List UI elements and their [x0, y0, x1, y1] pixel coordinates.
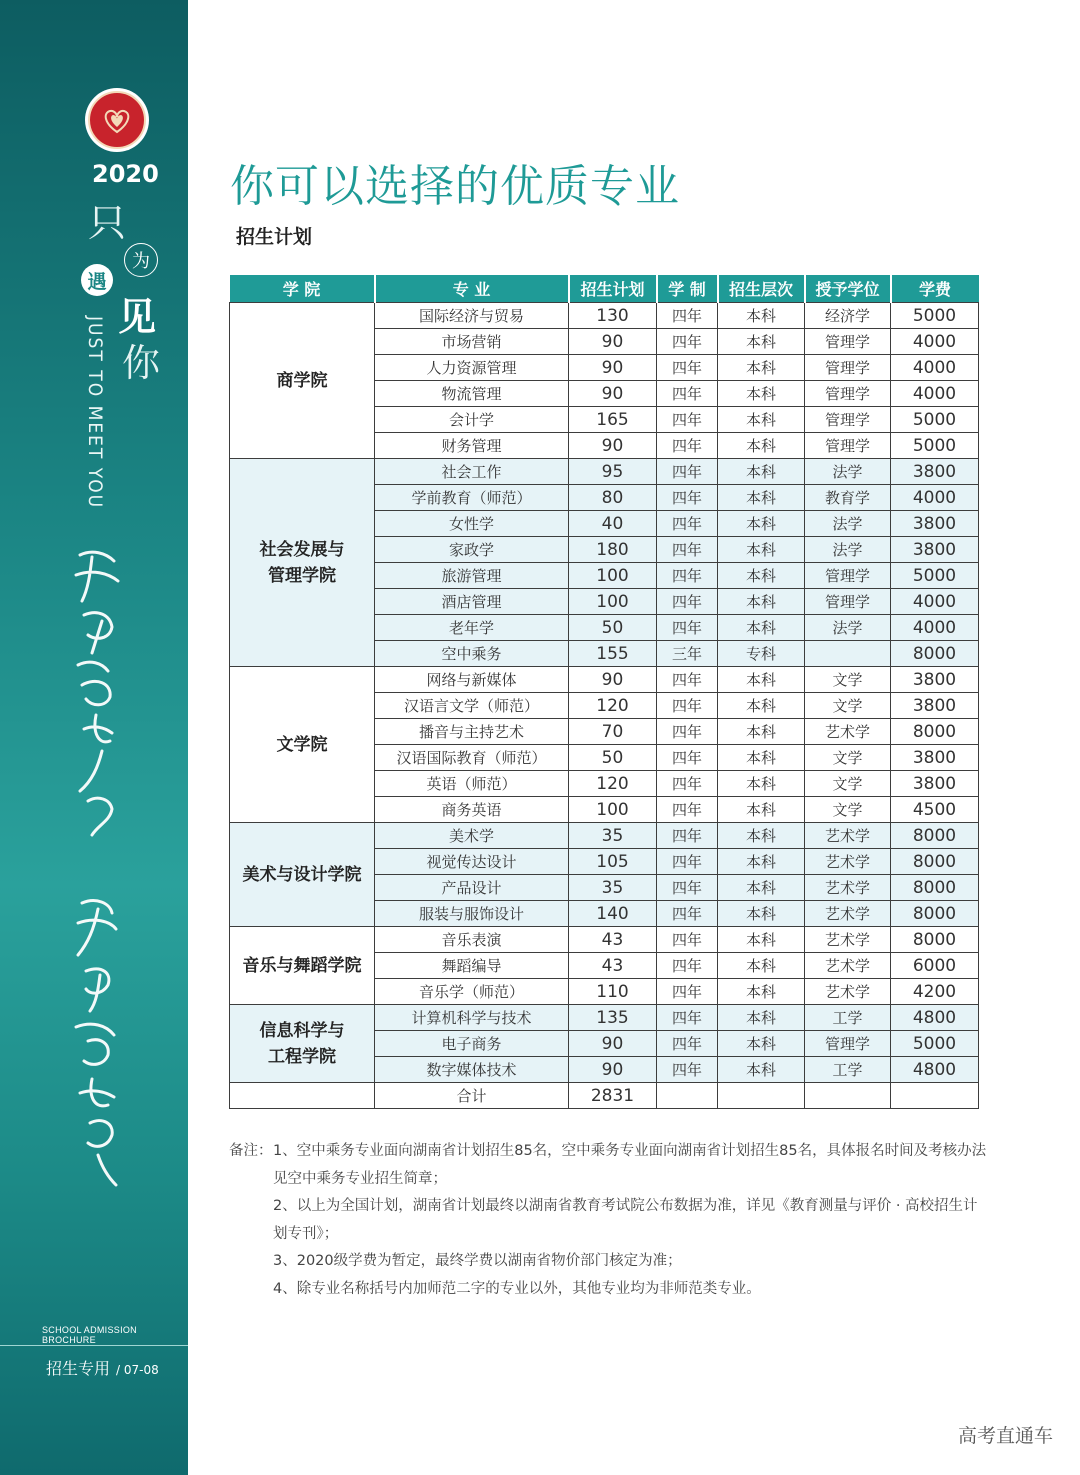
- major-cell: 空中乘务: [375, 641, 569, 667]
- college-name-line: 工程学院: [268, 1046, 336, 1067]
- quota-cell: 105: [569, 849, 657, 875]
- duration-cell: 四年: [657, 849, 718, 875]
- quota-cell: 35: [569, 875, 657, 901]
- table-row: [230, 667, 979, 693]
- college-cell: [230, 667, 375, 823]
- slogan-char-2: 为: [132, 251, 150, 272]
- slogan-english-vertical: JUST TO MEET YOU: [84, 316, 106, 510]
- degree-cell: 文学: [805, 771, 891, 797]
- duration-cell: 四年: [657, 1057, 718, 1083]
- quota-cell: 100: [569, 797, 657, 823]
- watermark-text: 高考直通车: [957, 1425, 1053, 1447]
- level-cell: 本科: [718, 693, 805, 719]
- tuition-cell: 3800: [891, 537, 979, 563]
- header-quota: 招生计划: [569, 275, 657, 303]
- level-cell: 本科: [718, 303, 805, 329]
- major-cell: 旅游管理: [375, 563, 569, 589]
- college-cell: [230, 303, 375, 459]
- quota-cell: 120: [569, 693, 657, 719]
- quota-cell: 140: [569, 901, 657, 927]
- degree-cell: 法学: [805, 511, 891, 537]
- major-cell: 视觉传达设计: [375, 849, 569, 875]
- duration-cell: 四年: [657, 355, 718, 381]
- note-number: 1、: [273, 1143, 297, 1159]
- tuition-cell: 4800: [891, 1005, 979, 1031]
- major-cell: 社会工作: [375, 459, 569, 485]
- table-row: [230, 303, 979, 329]
- tuition-cell: 3800: [891, 459, 979, 485]
- quota-cell: 35: [569, 823, 657, 849]
- level-cell: 本科: [718, 771, 805, 797]
- major-cell: 家政学: [375, 537, 569, 563]
- level-cell: 本科: [718, 901, 805, 927]
- degree-cell: 艺术学: [805, 823, 891, 849]
- duration-cell: 四年: [657, 433, 718, 459]
- quota-cell: 90: [569, 355, 657, 381]
- table-header-row: [230, 275, 979, 303]
- college-cell: [230, 823, 375, 927]
- duration-cell: 四年: [657, 979, 718, 1005]
- degree-cell: [805, 641, 891, 667]
- major-cell: 网络与新媒体: [375, 667, 569, 693]
- table-row: [230, 1005, 979, 1031]
- college-cell: [230, 927, 375, 1005]
- level-cell: 本科: [718, 979, 805, 1005]
- degree-cell: 管理学: [805, 355, 891, 381]
- major-cell: 汉语言文学（师范）: [375, 693, 569, 719]
- degree-cell: 经济学: [805, 303, 891, 329]
- major-cell: 人力资源管理: [375, 355, 569, 381]
- total-label: 合计: [375, 1083, 569, 1109]
- level-cell: 本科: [718, 537, 805, 563]
- level-cell: 本科: [718, 953, 805, 979]
- duration-cell: 四年: [657, 407, 718, 433]
- college-name-line: 商学院: [276, 370, 328, 391]
- major-cell: 美术学: [375, 823, 569, 849]
- header-level: 招生层次: [718, 275, 805, 303]
- tuition-cell: 4200: [891, 979, 979, 1005]
- quota-cell: 180: [569, 537, 657, 563]
- major-cell: 音乐表演: [375, 927, 569, 953]
- duration-cell: 四年: [657, 667, 718, 693]
- duration-cell: 四年: [657, 615, 718, 641]
- degree-cell: 艺术学: [805, 953, 891, 979]
- degree-cell: 管理学: [805, 381, 891, 407]
- major-cell: 酒店管理: [375, 589, 569, 615]
- college-name-line: 信息科学与: [259, 1020, 345, 1041]
- tuition-cell: 4500: [891, 797, 979, 823]
- note-text: 空中乘务专业面向湖南省计划招生85名，空中乘务专业面向湖南省计划招生85名，具体报名时间及考核办法见空中乘务专业招生简章；: [273, 1143, 987, 1187]
- quota-cell: 100: [569, 589, 657, 615]
- major-cell: 音乐学（师范）: [375, 979, 569, 1005]
- tuition-cell: 5000: [891, 433, 979, 459]
- degree-cell: 艺术学: [805, 875, 891, 901]
- duration-cell: 四年: [657, 485, 718, 511]
- duration-cell: 四年: [657, 745, 718, 771]
- duration-cell: 四年: [657, 797, 718, 823]
- note-number: 3、: [273, 1253, 297, 1269]
- tuition-cell: 3800: [891, 745, 979, 771]
- note-text: 以上为全国计划，湖南省计划最终以湖南省教育考试院公布数据为准，详见《教育测量与评价 · 高校招生计划专刊》；: [273, 1198, 978, 1242]
- degree-cell: 法学: [805, 537, 891, 563]
- quota-cell: 165: [569, 407, 657, 433]
- note-number: 4、: [273, 1280, 297, 1297]
- enrollment-plan-table: [229, 275, 979, 1109]
- year-label: 2020: [92, 160, 159, 188]
- tuition-cell: 3800: [891, 693, 979, 719]
- level-cell: 本科: [718, 797, 805, 823]
- major-cell: 英语（师范）: [375, 771, 569, 797]
- degree-cell: 管理学: [805, 407, 891, 433]
- tuition-cell: 8000: [891, 719, 979, 745]
- quota-cell: 135: [569, 1005, 657, 1031]
- page-title: 你可以选择的优质专业: [230, 161, 680, 212]
- sidebar: [0, 0, 188, 1475]
- level-cell: 专科: [718, 641, 805, 667]
- total-empty-cell: [805, 1083, 891, 1109]
- header-tuition: 学费: [891, 275, 979, 303]
- degree-cell: 管理学: [805, 433, 891, 459]
- level-cell: 本科: [718, 459, 805, 485]
- degree-cell: 艺术学: [805, 979, 891, 1005]
- tuition-cell: 4000: [891, 329, 979, 355]
- total-empty-cell: [718, 1083, 805, 1109]
- quota-cell: 95: [569, 459, 657, 485]
- degree-cell: 文学: [805, 667, 891, 693]
- level-cell: 本科: [718, 875, 805, 901]
- total-empty-cell: [891, 1083, 979, 1109]
- degree-cell: 文学: [805, 745, 891, 771]
- duration-cell: 四年: [657, 1005, 718, 1031]
- quota-cell: 100: [569, 563, 657, 589]
- duration-cell: 四年: [657, 719, 718, 745]
- note-text: 除专业名称括号内加师范二字的专业以外，其他专业均为非师范类专业。: [296, 1280, 761, 1297]
- level-cell: 本科: [718, 1005, 805, 1031]
- quota-cell: 50: [569, 745, 657, 771]
- degree-cell: 工学: [805, 1005, 891, 1031]
- duration-cell: 四年: [657, 771, 718, 797]
- level-cell: 本科: [718, 849, 805, 875]
- level-cell: 本科: [718, 407, 805, 433]
- duration-cell: 四年: [657, 537, 718, 563]
- quota-cell: 90: [569, 1031, 657, 1057]
- degree-cell: 法学: [805, 615, 891, 641]
- tuition-cell: 5000: [891, 303, 979, 329]
- notes-section: [229, 1138, 989, 1303]
- major-cell: 数字媒体技术: [375, 1057, 569, 1083]
- note-item: [229, 1138, 989, 1193]
- tuition-cell: 5000: [891, 1031, 979, 1057]
- tuition-cell: 8000: [891, 875, 979, 901]
- tuition-cell: 4000: [891, 589, 979, 615]
- quota-cell: 70: [569, 719, 657, 745]
- level-cell: 本科: [718, 927, 805, 953]
- quota-cell: 50: [569, 615, 657, 641]
- major-cell: 产品设计: [375, 875, 569, 901]
- degree-cell: 艺术学: [805, 927, 891, 953]
- degree-cell: 教育学: [805, 485, 891, 511]
- tuition-cell: 4000: [891, 615, 979, 641]
- level-cell: 本科: [718, 589, 805, 615]
- note-item: [229, 1193, 989, 1248]
- header-degree: 授予学位: [805, 275, 891, 303]
- major-cell: 计算机科学与技术: [375, 1005, 569, 1031]
- tuition-cell: 8000: [891, 823, 979, 849]
- tuition-cell: 4000: [891, 355, 979, 381]
- tuition-cell: 3800: [891, 771, 979, 797]
- calligraphy-decoration-icon-2: [62, 895, 132, 1195]
- duration-cell: 四年: [657, 823, 718, 849]
- quota-cell: 40: [569, 511, 657, 537]
- quota-cell: 43: [569, 927, 657, 953]
- level-cell: 本科: [718, 1031, 805, 1057]
- duration-cell: 四年: [657, 901, 718, 927]
- quota-cell: 43: [569, 953, 657, 979]
- tuition-cell: 3800: [891, 511, 979, 537]
- major-cell: 舞蹈编导: [375, 953, 569, 979]
- table-body: [230, 303, 979, 1109]
- section-title: 招生计划: [236, 226, 313, 248]
- duration-cell: 四年: [657, 1031, 718, 1057]
- quota-cell: 90: [569, 329, 657, 355]
- tuition-cell: 8000: [891, 641, 979, 667]
- duration-cell: 三年: [657, 641, 718, 667]
- quota-cell: 90: [569, 1057, 657, 1083]
- quota-cell: 90: [569, 381, 657, 407]
- tuition-cell: 4000: [891, 381, 979, 407]
- header-college: 学 院: [230, 275, 375, 303]
- level-cell: 本科: [718, 511, 805, 537]
- level-cell: 本科: [718, 719, 805, 745]
- tuition-cell: 4000: [891, 485, 979, 511]
- footer-label-text: 招生专用: [46, 1359, 111, 1378]
- level-cell: 本科: [718, 615, 805, 641]
- school-seal-logo: [85, 88, 149, 152]
- major-cell: 播音与主持艺术: [375, 719, 569, 745]
- major-cell: 服装与服饰设计: [375, 901, 569, 927]
- total-empty-cell: [230, 1083, 375, 1109]
- degree-cell: 艺术学: [805, 849, 891, 875]
- footer-label: [46, 1356, 159, 1379]
- college-name-line: 社会发展与: [259, 539, 345, 560]
- duration-cell: 四年: [657, 875, 718, 901]
- degree-cell: 法学: [805, 459, 891, 485]
- total-row: [230, 1083, 979, 1109]
- duration-cell: 四年: [657, 511, 718, 537]
- quota-cell: 80: [569, 485, 657, 511]
- brochure-label: SCHOOL ADMISSION BROCHURE: [42, 1325, 137, 1345]
- degree-cell: 文学: [805, 797, 891, 823]
- total-value: 2831: [569, 1083, 657, 1109]
- slogan-char-1: 只: [88, 201, 127, 245]
- quota-cell: 110: [569, 979, 657, 1005]
- header-major: 专 业: [375, 275, 569, 303]
- header-duration: 学 制: [657, 275, 718, 303]
- college-cell: [230, 459, 375, 667]
- tuition-cell: 3800: [891, 667, 979, 693]
- degree-cell: 工学: [805, 1057, 891, 1083]
- note-item: [229, 1248, 989, 1276]
- level-cell: 本科: [718, 745, 805, 771]
- duration-cell: 四年: [657, 381, 718, 407]
- duration-cell: 四年: [657, 589, 718, 615]
- major-cell: 市场营销: [375, 329, 569, 355]
- college-name-line: 美术与设计学院: [242, 864, 362, 885]
- quota-cell: 120: [569, 771, 657, 797]
- tuition-cell: 5000: [891, 407, 979, 433]
- major-cell: 物流管理: [375, 381, 569, 407]
- major-cell: 财务管理: [375, 433, 569, 459]
- note-number: 2、: [273, 1198, 297, 1214]
- tuition-cell: 8000: [891, 927, 979, 953]
- degree-cell: 管理学: [805, 1031, 891, 1057]
- college-name-line: 文学院: [276, 734, 328, 755]
- slogan-circle-outline: [124, 243, 158, 277]
- slogan-char-4: 见: [118, 295, 157, 339]
- duration-cell: 四年: [657, 693, 718, 719]
- degree-cell: 管理学: [805, 563, 891, 589]
- quota-cell: 155: [569, 641, 657, 667]
- note-item: [229, 1276, 989, 1304]
- duration-cell: 四年: [657, 329, 718, 355]
- level-cell: 本科: [718, 381, 805, 407]
- level-cell: 本科: [718, 823, 805, 849]
- college-name-line: 音乐与舞蹈学院: [242, 955, 362, 976]
- level-cell: 本科: [718, 1057, 805, 1083]
- degree-cell: 管理学: [805, 589, 891, 615]
- quota-cell: 90: [569, 433, 657, 459]
- major-cell: 电子商务: [375, 1031, 569, 1057]
- duration-cell: 四年: [657, 303, 718, 329]
- note-text: 2020级学费为暂定，最终学费以湖南省物价部门核定为准；: [296, 1253, 682, 1269]
- degree-cell: 艺术学: [805, 901, 891, 927]
- quota-cell: 90: [569, 667, 657, 693]
- duration-cell: 四年: [657, 953, 718, 979]
- level-cell: 本科: [718, 563, 805, 589]
- total-empty-cell: [657, 1083, 718, 1109]
- level-cell: 本科: [718, 667, 805, 693]
- sidebar-divider: [0, 1345, 188, 1346]
- level-cell: 本科: [718, 355, 805, 381]
- degree-cell: 艺术学: [805, 719, 891, 745]
- table-row: [230, 927, 979, 953]
- quota-cell: 130: [569, 303, 657, 329]
- degree-cell: 管理学: [805, 329, 891, 355]
- slogan-char-3: 遇: [87, 270, 107, 293]
- college-name-line: 管理学院: [268, 565, 336, 586]
- notes-prefix: 备注：: [229, 1143, 273, 1159]
- level-cell: 本科: [718, 433, 805, 459]
- duration-cell: 四年: [657, 459, 718, 485]
- slogan-circle-filled: [81, 264, 113, 296]
- degree-cell: 文学: [805, 693, 891, 719]
- page-number: / 07-08: [116, 1363, 159, 1377]
- tuition-cell: 8000: [891, 849, 979, 875]
- level-cell: 本科: [718, 329, 805, 355]
- tuition-cell: 5000: [891, 563, 979, 589]
- major-cell: 汉语国际教育（师范）: [375, 745, 569, 771]
- major-cell: 会计学: [375, 407, 569, 433]
- level-cell: 本科: [718, 485, 805, 511]
- college-cell: [230, 1005, 375, 1083]
- slogan-char-5: 你: [122, 341, 161, 385]
- duration-cell: 四年: [657, 563, 718, 589]
- major-cell: 老年学: [375, 615, 569, 641]
- calligraphy-decoration-icon: [62, 545, 132, 845]
- major-cell: 女性学: [375, 511, 569, 537]
- table-row: [230, 823, 979, 849]
- tuition-cell: 8000: [891, 901, 979, 927]
- major-cell: 学前教育（师范）: [375, 485, 569, 511]
- major-cell: 商务英语: [375, 797, 569, 823]
- major-cell: 国际经济与贸易: [375, 303, 569, 329]
- tuition-cell: 4800: [891, 1057, 979, 1083]
- table-row: [230, 459, 979, 485]
- duration-cell: 四年: [657, 927, 718, 953]
- tuition-cell: 6000: [891, 953, 979, 979]
